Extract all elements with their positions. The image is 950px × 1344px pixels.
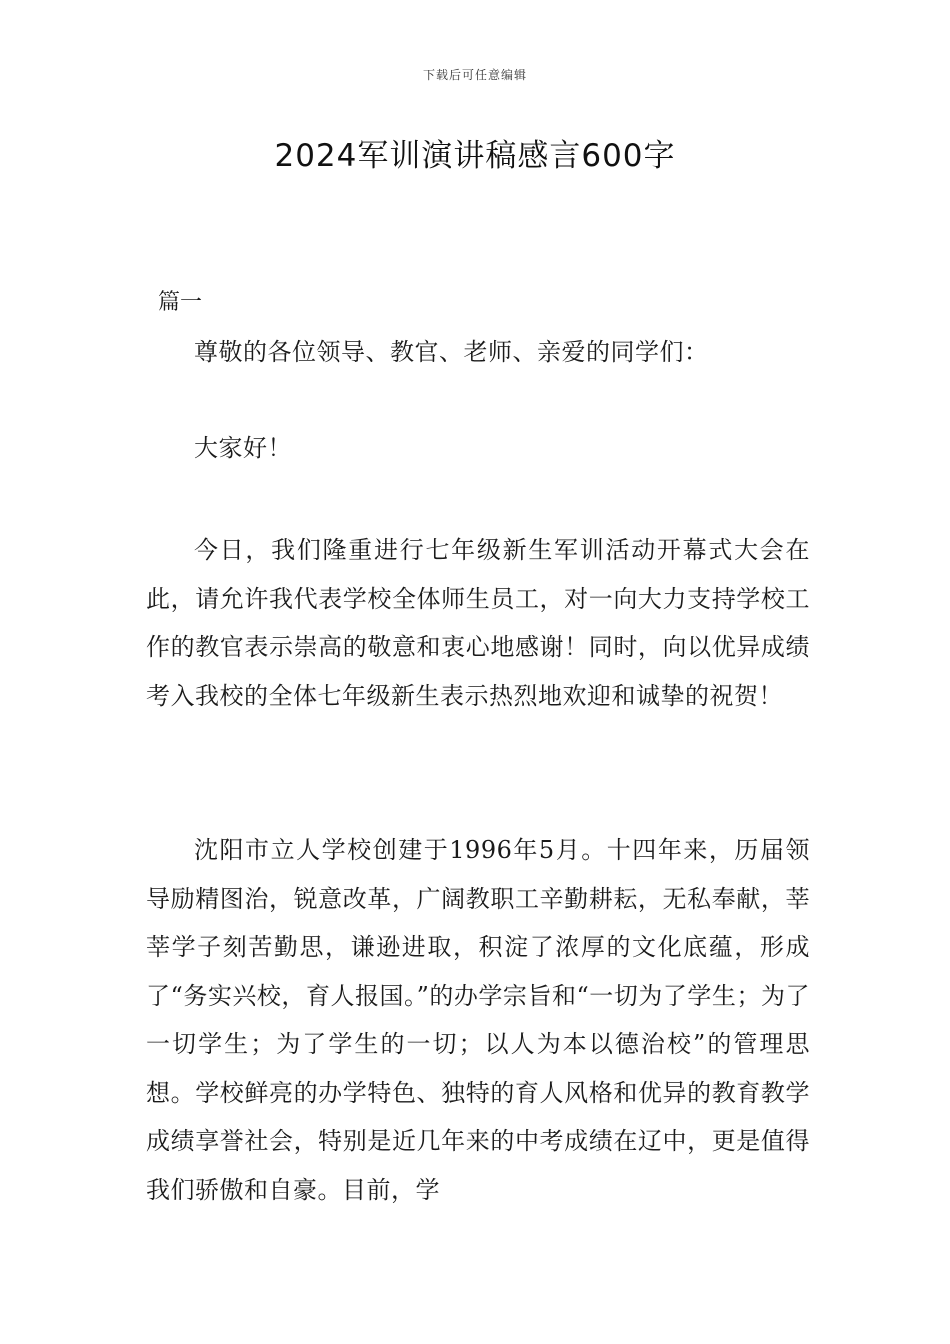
greeting-paragraph [146,424,810,473]
section-label: 篇一 [158,290,203,315]
intro-text: 今日，我们隆重进行七年级新生军训活动开幕式大会在此，请允许我代表学校全体师生员工，对一向大力支持学校工作的教官表示崇高的敬意和衷心地感谢！同时，向以优异成绩考入我校的全体七年级新生表示热烈地欢迎和诚挚的祝贺！ [146,536,810,710]
greeting-text: 大家好！ [194,434,292,462]
intro-paragraph [146,526,810,720]
school-paragraph [146,826,810,1214]
document-title: 2024军训演讲稿感言600字 [274,138,676,174]
header-note: 下载后可任意编辑 [422,68,527,82]
school-text: 沈阳市立人学校创建于1996年5月。十四年来，历届领导励精图治，锐意改革，广阔教职工辛勤耕耘，无私奉献，莘莘学子刻苦勤思，谦逊进取，积淀了浓厚的文化底蕴，形成了“务实兴校，育人报国。”的办学宗旨和“一切为了学生；为了一切学生；为了学生的一切；以人为本以德治校”的管理思想。学校鲜亮的办学特色、独特的育人风格和优异的教育教学成绩享誉社会，特别是近几年来的中考成绩在辽中，更是值得我们骄傲和自豪。目前，学 [146,836,810,1204]
salutation-paragraph [146,328,810,377]
salutation-text: 尊敬的各位领导、教官、老师、亲爱的同学们： [194,338,709,366]
